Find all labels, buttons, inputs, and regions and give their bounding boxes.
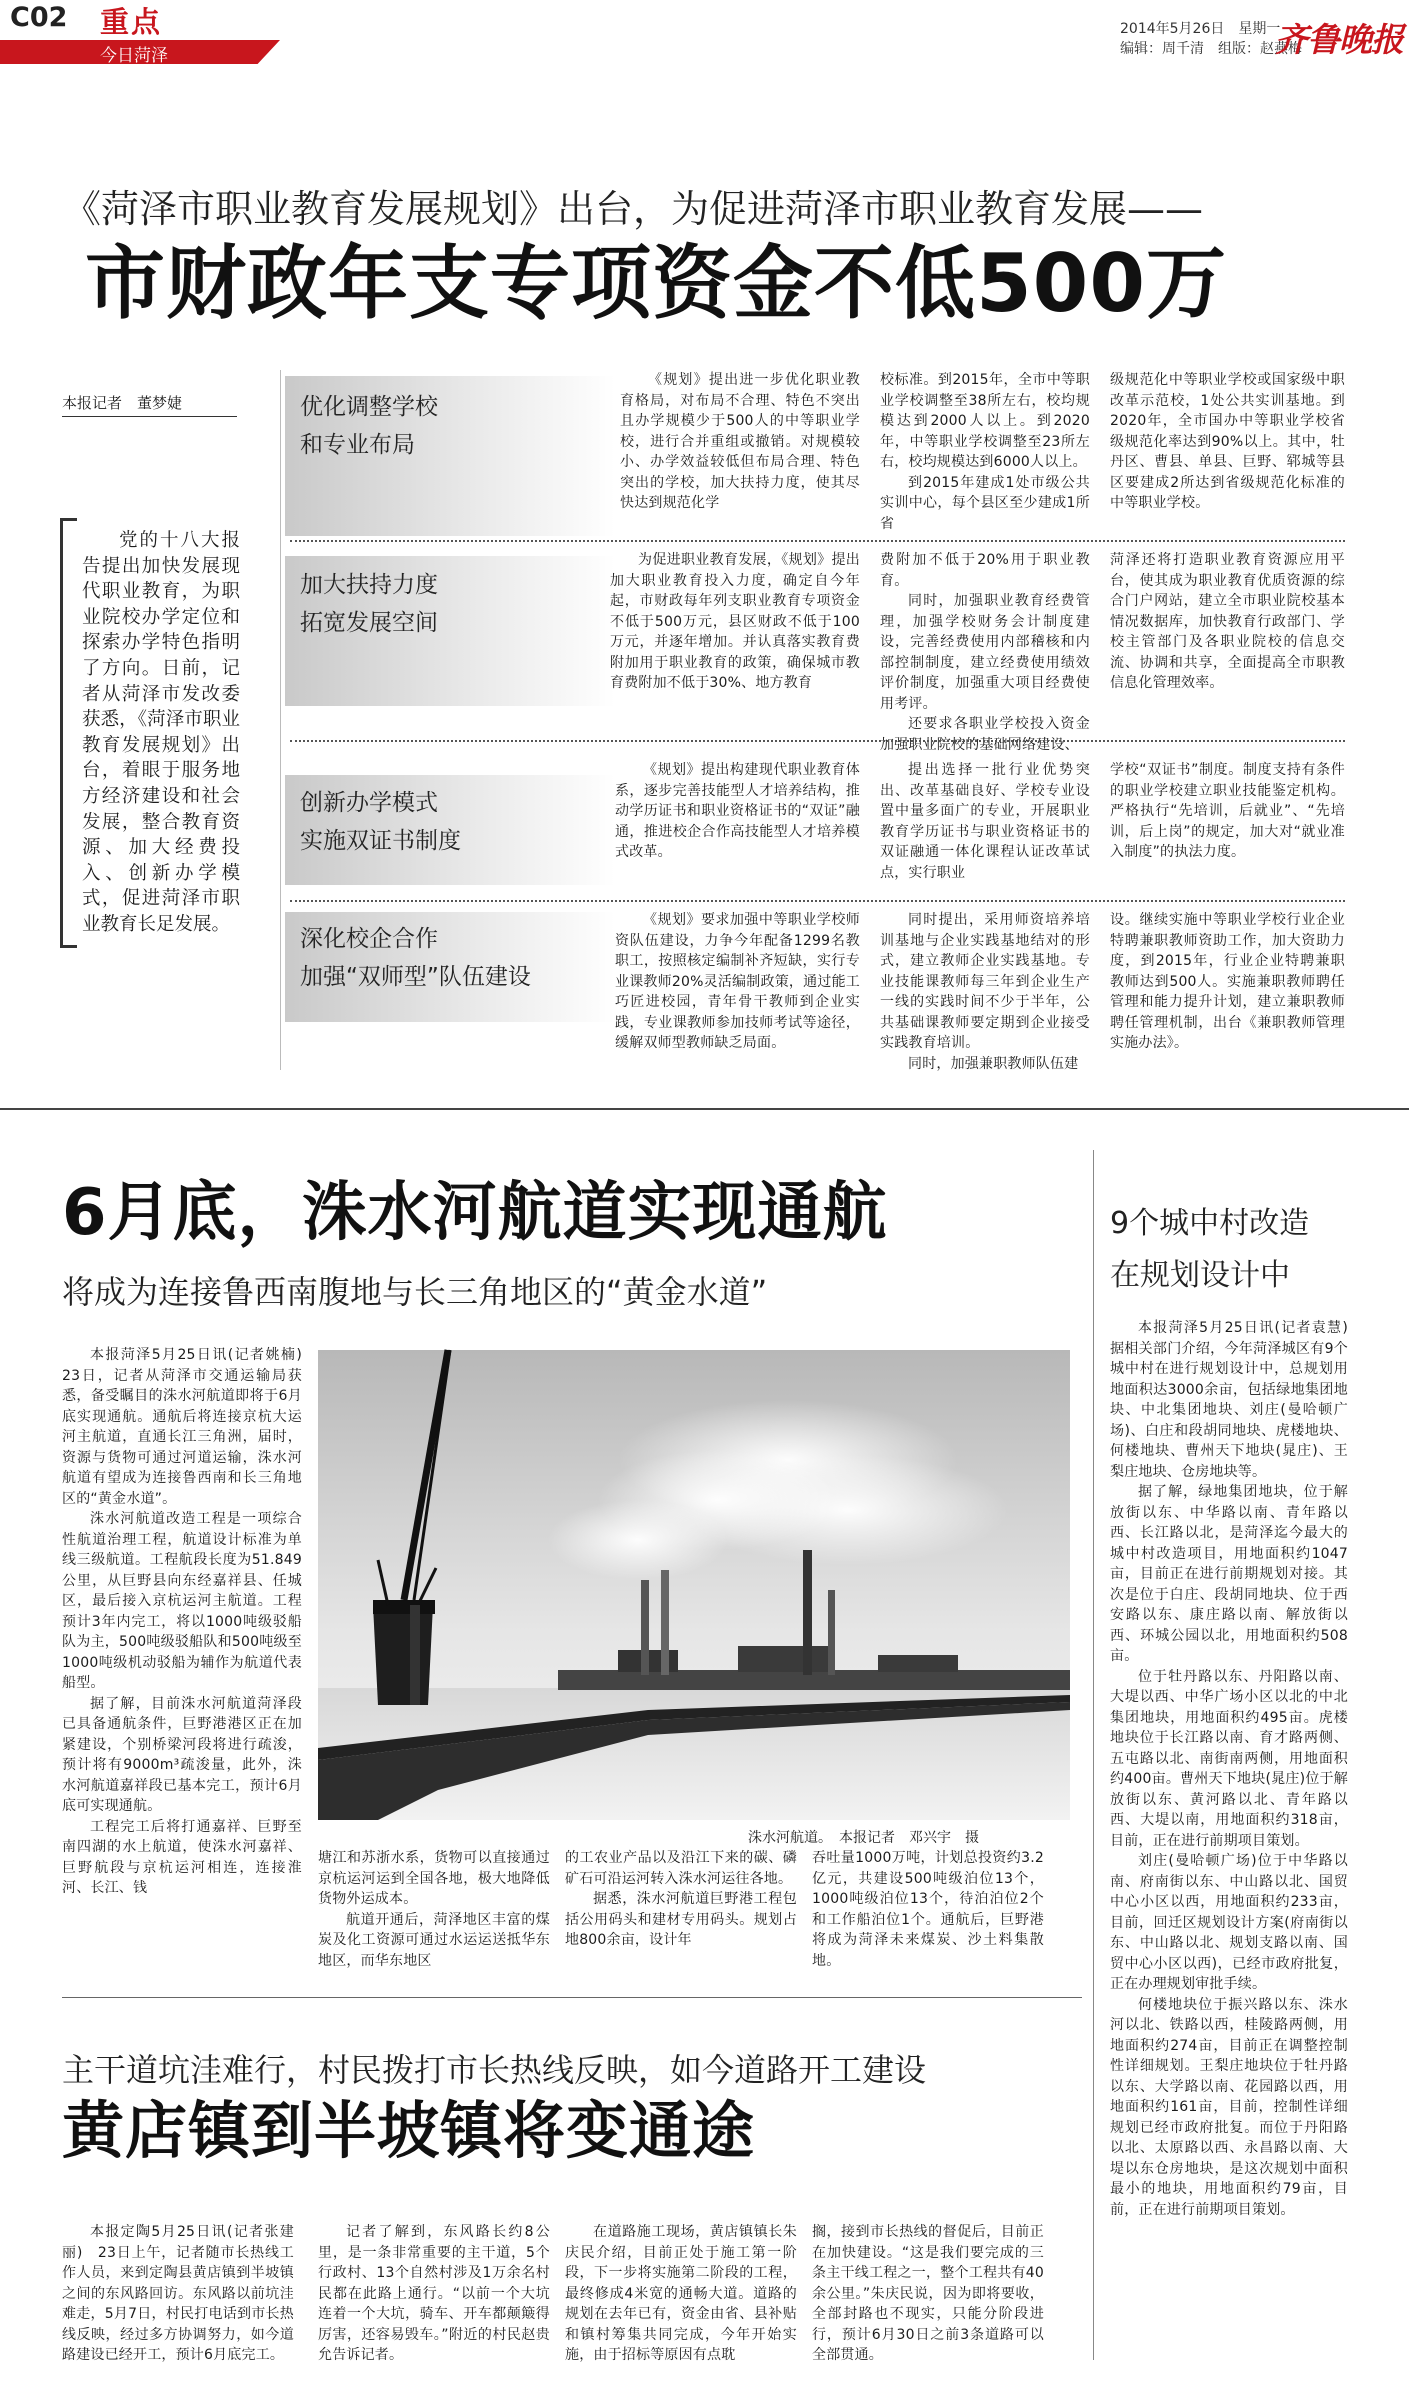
photo-caption: 洙水河航道。 本报记者 邓兴宇 摄 (748, 1830, 979, 1846)
article2-right-divider (1093, 1150, 1094, 2360)
section-title: 重点 (100, 5, 163, 39)
section1-title: 优化调整学校 和专业布局 (300, 394, 438, 458)
article1-left-divider (280, 370, 281, 1070)
page-code: C02 (10, 2, 68, 33)
article2-subhead: 将成为连接鲁西南腹地与长三角地区的“黄金水道” (62, 1273, 768, 1311)
article4-top-rule (62, 1997, 1082, 1998)
article3-headline: 9个城中村改造 在规划设计中 (1110, 1206, 1310, 1293)
section1-col3: 级规范化中等职业学校或国家级中职改革示范校，1处公共实训基地。到2020年，全市国办中等职业学校省级规范化率达到90%以上。其中，牡丹区、曹县、单县、巨野、郓城等县区要建成2所达到省级规范化标准的中等职业学校。 (1110, 372, 1345, 511)
section4-col1: 《规划》要求加强中等职业学校师资队伍建设，力争今年配备1299名教职工，按照核定编制补齐短缺，实行专业课教师20%灵活编制政策，通过能工巧匠进校园，青年骨干教师到企业实践，专业课教师参加技师考试等途径，缓解双师型教师缺乏局面。 (615, 912, 860, 1051)
article4-column1: 本报定陶5月25日讯(记者张建丽) 23日上午，记者随市长热线工作人员，来到定陶县黄店镇到半坡镇之间的东风路回访。东风路以前坑洼难走，5月7日，村民打电话到市长热线反映，经过多方协调努力，如今道路建设已经开工，预计6月底完工。 (62, 2224, 294, 2363)
section2-col2: 费附加不低于20%用于职业教育。 同时，加强职业教育经费管理，加强学校财务会计制度建设，完善经费使用内部稽核和内部控制制度，建立经费使用绩效评价制度，加强重大项目经费使用考评。 还要求各职业学校投入资金加强职业院校的基础网络建设、 (880, 552, 1090, 753)
section4-title: 深化校企合作 加强“双师型”队伍建设 (300, 926, 531, 990)
article2-column2: 塘江和苏浙水系，货物可以直接通过京杭运河运到全国各地，极大地降低货物外运成本。 航道开通后，菏泽地区丰富的煤炭及化工资源可通过水运运送抵华东地区，而华东地区 (318, 1850, 550, 1969)
article4-kicker: 主干道坑洼难行，村民拨打市长热线反映，如今道路开工建设 (62, 2051, 927, 2089)
article2-column4: 吞吐量1000万吨，计划总投资约3.2亿元，共建设500吨级泊位13个，1000吨级泊位13个，待泊泊位2个和工作船泊位1个。通航后，巨野港将成为菏泽未来煤炭、沙土料集散地。 (812, 1850, 1044, 1969)
section2-title: 加大扶持力度 拓宽发展空间 (300, 572, 438, 636)
article1-lead: 党的十八大报告提出加快发展现代职业教育，为职业院校办学定位和探索办学特色指明了方向。日前，记者从菏泽市发改委获悉，《菏泽市职业教育发展规划》出台，着眼于服务地方经济建设和社会发展，整合教育资源、加大经费投入、创新办学模式，促进菏泽市职业教育长足发展。 (82, 530, 240, 935)
article2-column1: 本报菏泽5月25日讯(记者姚楠) 23日，记者从菏泽市交通运输局获悉，备受瞩目的洙水河航道即将于6月底实现通航。通航后将连接京杭大运河主航道，直通长江三角洲，届时，资源与货物可通过河道运输，洙水河航道有望成为连接鲁西南和长三角地区的“黄金水道”。 洙水河航道改造工程是一项综合性航道治理工程，航道设计标准为单线三级航道。工程航段长度为51.849公里，从巨野县向东经嘉祥县、任城区，最后接入京杭运河主航道。工程预计3年内完工，将以1000吨级驳船队为主，500吨级驳船队和500吨级至1000吨级机动驳船为辅作为航道代表船型。 据了解，目前洙水河航道菏泽段已具备通航条件，巨野港港区正在加紧建设，个别桥梁河段将进行疏浚，预计将有9000m³疏浚量，此外，洙水河航道嘉祥段已基本完工，预计6月底可实现通航。 工程完工后将打通嘉祥、巨野至南四湖的水上航道，使洙水河嘉祥、巨野航段与京杭运河相连，连接淮河、长江、钱 (62, 1347, 317, 1896)
section1-divider (290, 540, 1345, 542)
section2-divider (290, 740, 1345, 742)
issue-date: 2014年5月26日 星期一 (1120, 21, 1281, 37)
section4-col2: 同时提出，采用师资培养培训基地与企业实践基地结对的形式，建立教师企业实践基地。专业技能课教师每三年到企业生产一线的实践时间不少于半年，公共基础课教师要定期到企业接受实践教育培训。 同时，加强兼职教师队伍建 (880, 912, 1090, 1072)
section2-col1: 为促进职业教育发展，《规划》提出加大职业教育投入力度，确定自今年起，市财政每年列支职业教育专项资金不低于500万元，县区财政不低于100万元，并逐年增加。并认真落实教育费附加用于职业教育的政策，确保城市教育费附加不低于30%、地方教育 (610, 552, 860, 691)
section3-col1: 《规划》提出构建现代职业教育体系，逐步完善技能型人才培养结构，推动学历证书和职业资格证书的“双证”融通，推进校企合作高技能型人才培养模式改革。 (615, 762, 860, 860)
article1-headline: 市财政年支专项资金不低500万 (85, 237, 1227, 330)
article2-headline: 6月底，洙水河航道实现通航 (62, 1176, 888, 1250)
section3-divider (290, 900, 1345, 902)
article3-body: 本报菏泽5月25日讯(记者袁慧) 据相关部门介绍，今年菏泽城区有9个城中村在进行规划设计中，总规划用地面积达3000余亩，包括绿地集团地块、中北集团地块、刘庄(曼哈顿广场)、白庄和段胡同地块、虎楼地块、何楼地块、曹州天下地块(晁庄)、王梨庄地块、仓房地块等。 据了解，绿地集团地块，位于解放街以东、中华路以南、青年路以西、长江路以北，是菏泽迄今最大的城中村改造项目，用地面积约1047亩，目前正在进行前期规划对接。其次是位于白庄、段胡同地块、位于西安路以东、康庄路以南、解放街以西、环城公园以北，用地面积约508亩。 位于牡丹路以东、丹阳路以南、大堤以西、中华广场小区以北的中北集团地块，用地面积约495亩。虎楼地块位于长江路以南、育才路两侧、五屯路以北、南街南两侧，用地面积约400亩。曹州天下地块(晁庄)位于解放街以东、黄河路以北、青年路以西、大堤以南，用地面积约318亩，目前，正在进行前期项目策划。 刘庄(曼哈顿广场)位于中华路以南、府南街以东、中山路以北、国贸中心小区以西，用地面积约233亩，目前，回迁区规划设计方案(府南街以东、中山路以北、规划支路以南、国贸中心小区以西)，已经市政府批复，正在办理规划审批手续。 何楼地块位于振兴路以东、洙水河以北、铁路以西，桂陵路两侧，用地面积约274亩，目前正在调整控制性详细规划。王梨庄地块位于牡丹路以东、大学路以南、花园路以西，用地面积约161亩，目前，控制性详细规划已经市政府批复。而位于丹阳路以北、太原路以西、永昌路以南、大堤以东仓房地块，是这次规划中面积最小的地块，用地面积约79亩，目前，正在进行前期项目策划。 (1110, 1320, 1363, 2218)
section3-title: 创新办学模式 实施双证书制度 (300, 790, 461, 854)
article4-column2: 记者了解到，东风路长约8公里，是一条非常重要的主干道，5个行政村、13个自然村涉及1万余名村民都在此路上通行。“以前一个大坑连着一个大坑，骑车、开车都颠簸得厉害，还容易毁车。”附近的村民赵贵允告诉记者。 (318, 2224, 550, 2363)
subsection-label: 今日菏泽 (100, 46, 168, 66)
section4-col3: 设。继续实施中等职业学校行业企业特聘兼职教师资助工作，加大资助力度，到2015年，行业企业特聘兼职教师达到500人。实施兼职教师聘任管理和能力提升计划，建立兼职教师聘任管理机制，出台《兼职教师管理实施办法》。 (1110, 912, 1345, 1051)
section3-col3: 学校“双证书”制度。制度支持有条件的职业学校建立职业技能鉴定机构。严格执行“先培训，后就业”、“先培训，后上岗”的规定，加大对“就业准入制度”的执法力度。 (1110, 762, 1345, 860)
paper-logo: 齐鲁晚报 (1275, 20, 1403, 59)
byline-rule (62, 416, 237, 417)
article4-column3: 在道路施工现场，黄店镇镇长朱庆民介绍，目前正处于施工第一阶段，下一步将实施第二阶段的工程，最终修成4米宽的通畅大道。道路的规划在去年已有，资金由省、县补贴和镇村筹集共同完成，今年开始实施，由于招标等原因有点耽 (565, 2224, 797, 2363)
lead-box-bracket (60, 518, 77, 948)
article1-bottom-rule (0, 1108, 1409, 1110)
article4-column4: 搁，接到市长热线的督促后，目前正在加快建设。“这是我们要完成的三条主干线工程之一，整个工程共有40余公里。”朱庆民说，因为即将要收，全部封路也不现实，只能分阶段进行，预计6月30日之前3条道路可以全部贯通。 (812, 2224, 1044, 2363)
article4-headline: 黄店镇到半坡镇将变通途 (62, 2094, 756, 2167)
article1-byline: 本报记者 董梦婕 (62, 394, 183, 412)
section3-col2: 提出选择一批行业优势突出、改革基础良好、学校专业设置中量多面广的专业，开展职业教育学历证书与职业资格证书的双证融通一体化课程认证改革试点，实行职业 (880, 762, 1090, 881)
editors: 编辑：周千清 组版：赵燕梅 (1120, 41, 1302, 57)
canal-photo (318, 1350, 1070, 1820)
article1-kicker: 《菏泽市职业教育发展规划》出台，为促进菏泽市职业教育发展—— (63, 187, 1204, 231)
section1-col1: 《规划》提出进一步优化职业教育格局，对布局不合理、特色不突出且办学规模少于500人的中等职业学校，进行合并重组或撤销。对规模较小、办学效益较低但布局合理、特色突出的学校，加大扶持力度，使其尽快达到规范化学 (620, 372, 860, 511)
section1-col2: 校标准。到2015年，全市中等职业学校调整至38所左右，校均规模达到2000人以上。到2020年，中等职业学校调整至23所左右，校均规模达到6000人以上。 到2015年建成1处市级公共实训中心，每个县区至少建成1所省 (880, 372, 1090, 532)
article2-column3: 的工农业产品以及沿江下来的碳、磷矿石可沿运河转入洙水河运往各地。 据悉，洙水河航道巨野港工程包括公用码头和建材专用码头。规划占地800余亩，设计年 (565, 1850, 797, 1948)
section2-col3: 菏泽还将打造职业教育资源应用平台，使其成为职业教育优质资源的综合门户网站，建立全市职业院校基本情况数据库，加快教育行政部门、学校主管部门及各职业院校的信息交流、协调和共享，全面提高全市职教信息化管理效率。 (1110, 552, 1345, 691)
